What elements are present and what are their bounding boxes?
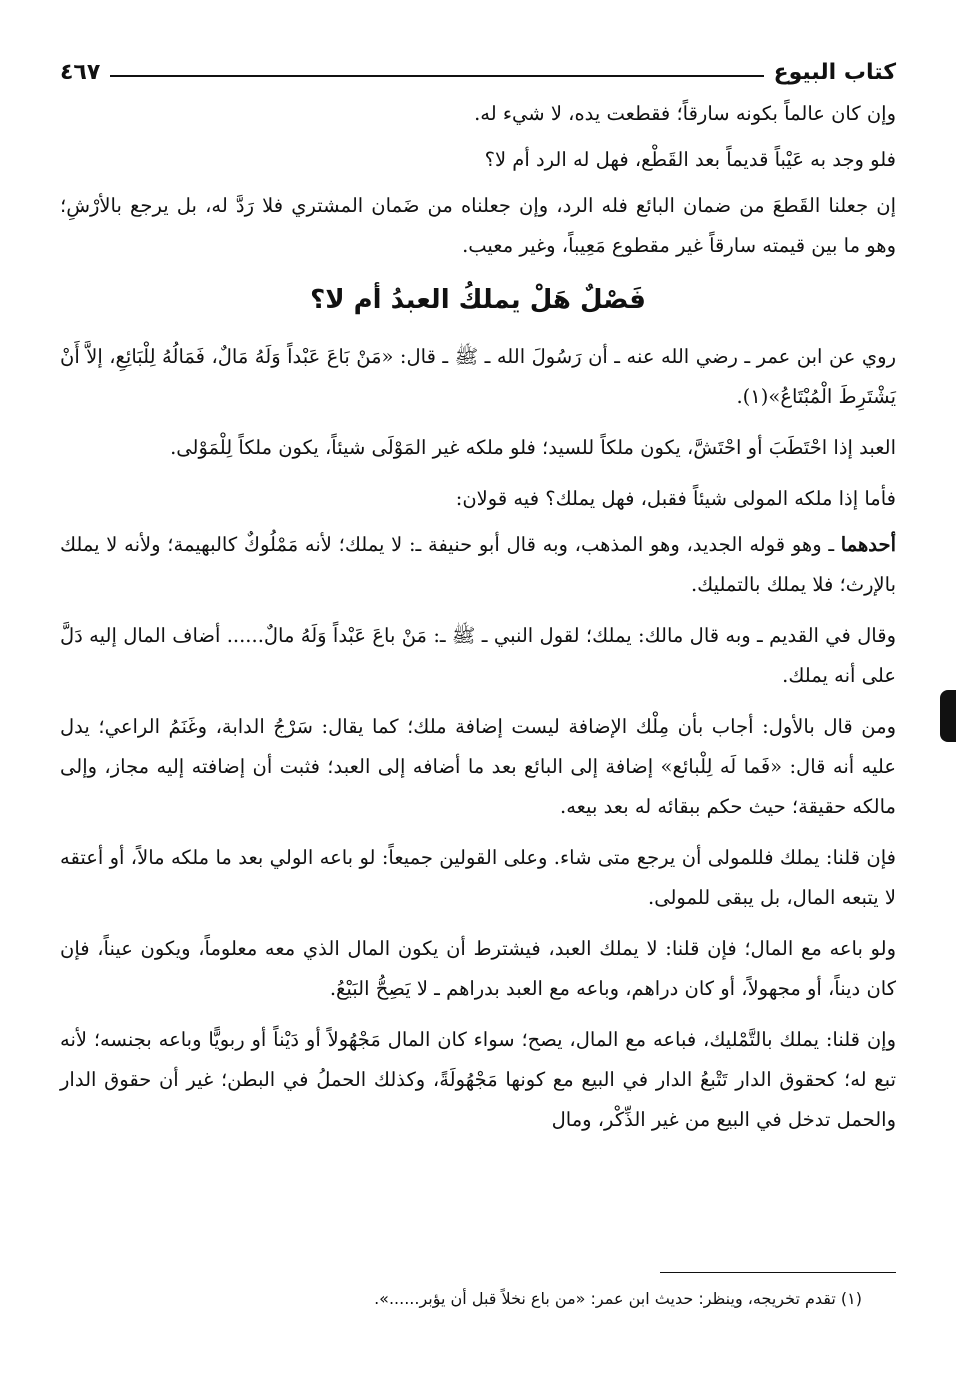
paragraph-text: ـ وهو قوله الجديد، وهو المذهب، وبه قال أبو حنيفة ـ: لا يملك؛ لأنه مَمْلُوكٌ كالبهيمة؛ ولأنه لا يملك بالإرث؛ فلا يملك بالتمليك. bbox=[60, 533, 896, 596]
paragraph: روي عن ابن عمر ـ رضي الله عنه ـ أن رَسُولَ الله ـ ﷺ ـ قال: «مَنْ بَاعَ عَبْداً وَلَهُ مَالٌ، فَمَالُهُ لِلْبَائِعِ، إلاَّ أَنْ يَشْتَرِطَ الْمُبْتَاعُ»(١). bbox=[60, 345, 896, 408]
footnote: (١) تقدم تخريجه، وينظر: حديث ابن عمر: «من باع نخلاً قبل أن يؤبر......». bbox=[374, 1289, 862, 1308]
paragraph: فلو وجد به عَيْباً قديماً بعد القَطْع، فهل له الرد أم لا؟ bbox=[484, 148, 896, 171]
header-rule bbox=[110, 75, 763, 77]
paragraph bbox=[60, 525, 896, 605]
paragraph: وقال في القديم ـ وبه قال مالك: يملك؛ لقول النبي ـ ﷺ ـ: مَنْ باعَ عَبْداً وَلَهُ مالٌ...... أضاف المال إليه دَلَّ على أنه يملك. bbox=[60, 624, 896, 687]
running-header bbox=[60, 50, 896, 94]
main-text bbox=[60, 94, 896, 1140]
page bbox=[60, 50, 896, 1151]
paragraph: فأما إذا ملكه المولى شيئاً فقبل، فهل يملك؟ فيه قولان: bbox=[455, 487, 896, 510]
paragraph: ومن قال بالأول: أجاب بأن مِلْك الإضافة ليست إضافة ملك؛ كما يقال: سَرْجُ الدابة، وغَنَمُ الراعي؛ يدل عليه أنه قال: «فَما لَه لِلْبائع» إضافة إلى البائع بعد ما أضافه إلى العبد؛ فثبت أن إضافته إليه مجاز، وإلى مالكه حقيقة؛ حيث حكم ببقائه له بعد بيعه. bbox=[60, 715, 896, 818]
paragraph: وإن كان عالماً بكونه سارقاً؛ فقطعت يده، لا شيء له. bbox=[474, 102, 896, 125]
paragraph: إن جعلنا القَطعَ من ضمان البائع فله الرد، وإن جعلناه من ضَمان المشتري فلا رَدَّ له، بل يرجع بالأرْشِ؛ وهو ما بين قيمته سارقاً غير مقطوع مَعِيباً، وغير معيب. bbox=[60, 194, 896, 257]
paragraph: العبد إذا احْتَطَبَ أو احْتَشَّ، يكون ملكاً للسيد؛ فلو ملكه غير المَوْلَى شيئاً، يكون ملكاً لِلْمَوْلى. bbox=[170, 436, 896, 459]
paragraph-lead: أحدهما bbox=[840, 533, 896, 556]
page-edge-mark bbox=[940, 690, 956, 742]
book-title: كتاب البيوع bbox=[773, 59, 896, 85]
footnote-rule bbox=[660, 1272, 896, 1273]
paragraph: فإن قلنا: يملك فللمولى أن يرجع متى شاء. وعلى القولين جميعاً: لو باعه الولي بعد ما ملكه مالاً، أو أعتقه لا يتبعه المال، بل يبقى للمولى. bbox=[60, 846, 896, 909]
paragraph: ولو باعه مع المال؛ فإن قلنا: لا يملك العبد، فيشترط أن يكون المال الذي معه معلوماً، ويكون عيناً، فإن كان ديناً، أو مجهولاً، أو كان دراهم، وباعه مع العبد بدراهم ـ لا يَصِحُّ البَيْعُ. bbox=[60, 937, 896, 1000]
paragraph: وإن قلنا: يملك بالتَّمْليك، فباعه مع المال، يصح؛ سواء كان المال مَجْهُولاً أو دَيْناً أو ربويًّا وباعه بجنسه؛ لأنه تبع له؛ كحقوق الدار تَتْبعُ الدار في البيع مع كونها مَجْهُولَةً، وكذلك الحملُ في البطن؛ غير أن حقوق الدار والحمل تدخل في البيع من غير الذِّكْر، ومال bbox=[60, 1028, 896, 1131]
page-number: ٤٦٧ bbox=[60, 59, 101, 85]
section-title: فَصْلٌ هَلْ يملكُ العبدُ أم لا؟ bbox=[310, 285, 646, 315]
